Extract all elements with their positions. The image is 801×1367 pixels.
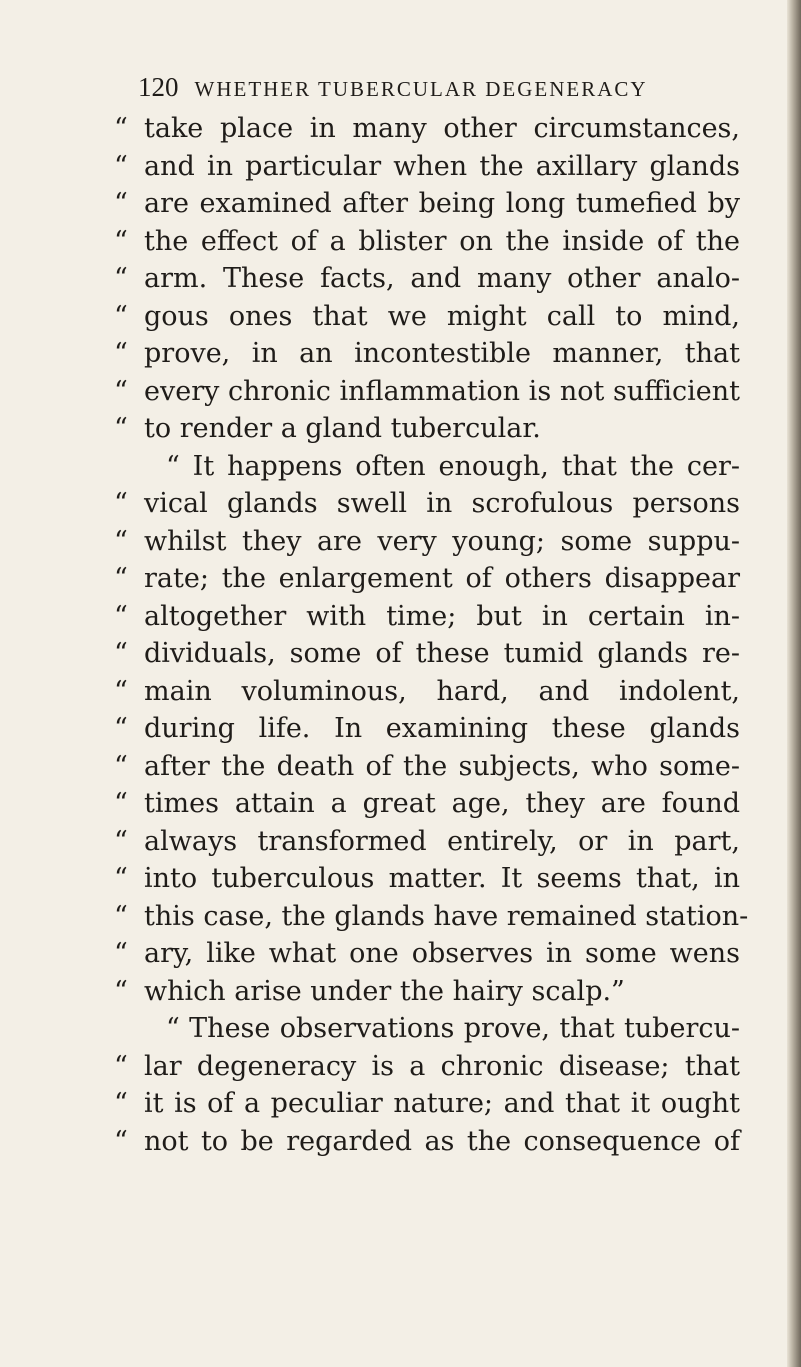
page-edge-shadow [787,0,801,1367]
quote-mark: “ [114,300,128,332]
quote-mark: “ [114,375,128,407]
text-line [114,860,740,898]
text-line [114,298,740,336]
text-line [114,185,740,223]
quote-mark: “ [114,938,128,969]
quote-mark: “ [114,975,128,1007]
line-text: and in particular when the axillary glands [144,150,740,182]
text-line [114,973,740,1011]
text-line [114,110,740,148]
line-text: take place in many other circumstances, [144,113,740,144]
text-line [114,710,740,748]
line-text: lar degeneracy is a chronic disease; that [144,1050,740,1082]
quote-mark: “ [114,900,128,932]
text-line [114,1123,740,1161]
text-line [114,748,740,786]
text-line [114,410,740,448]
line-text: arm. These facts, and many other analo- [144,263,740,294]
text-line [114,448,740,486]
quote-mark: “ [114,1125,128,1157]
text-line [114,1048,740,1086]
quote-mark [114,448,144,486]
line-text: gous ones that we might call to mind, [144,300,740,332]
line-text: the effect of a blister on the inside of the [144,225,740,257]
line-text: ary, like what one observes in some wens [144,938,740,969]
quote-mark: “ [114,150,128,182]
line-text: which arise under the hairy scalp.” [144,975,625,1007]
quote-mark: “ [114,488,128,519]
text-line [114,148,740,186]
quote-mark: “ [114,788,128,819]
line-text: not to be regarded as the consequence of [144,1125,740,1157]
line-text: are examined after being long tumefied by [144,188,740,219]
text-line [114,635,740,673]
line-text: this case, the glands have remained station- [144,900,749,932]
quote-mark: “ [114,525,128,557]
quote-mark: “ [114,863,128,894]
text-line [114,485,740,523]
text-line [114,673,740,711]
line-text: main voluminous, hard, and indolent, [144,675,740,707]
quote-mark: “ [114,1050,128,1082]
text-line [114,898,749,936]
quote-mark: “ [114,113,128,144]
quote-mark: “ [114,825,128,857]
quote-mark: “ [114,638,128,669]
quote-mark: “ [114,413,128,444]
text-line [114,1010,740,1048]
quote-mark: “ [114,675,128,707]
line-text: during life. In examining these glands [144,713,740,744]
text-line [114,373,740,411]
running-header [138,72,738,106]
quote-mark: “ [114,338,128,369]
quote-mark: “ [114,600,128,632]
running-title: WHETHER TUBERCULAR DEGENERACY [194,77,648,101]
text-line [114,785,740,823]
line-text: rate; the enlargement of others disappear [144,563,740,594]
line-text: after the death of the subjects, who some- [144,750,740,782]
line-text: whilst they are very young; some suppu- [144,525,740,557]
quote-mark: “ [114,563,128,594]
line-text: times attain a great age, they are found [144,788,740,819]
line-text: into tuberculous matter. It seems that, in [144,863,740,894]
page-number: 120 [138,72,179,102]
line-text: “ These observations prove, that tubercu- [166,1013,740,1044]
quote-mark: “ [114,225,128,257]
text-line [114,523,740,561]
line-text: altogether with time; but in certain in- [144,600,740,632]
line-text: prove, in an incontestible manner, that [144,338,740,369]
body-text [114,110,749,1160]
text-line [114,1085,740,1123]
text-line [114,223,740,261]
line-text: dividuals, some of these tumid glands re- [144,638,740,669]
quote-mark [114,1010,144,1048]
text-line [114,560,740,598]
quote-mark: “ [114,263,128,294]
text-line [114,935,740,973]
text-line [114,598,740,636]
text-line [114,823,740,861]
line-text: it is of a peculiar nature; and that it ought [144,1088,740,1119]
text-line [114,335,740,373]
line-text: vical glands swell in scrofulous persons [144,488,740,519]
quote-mark: “ [114,1088,128,1119]
line-text: every chronic inflammation is not sufficient [144,375,740,407]
quote-mark: “ [114,713,128,744]
line-text: “ It happens often enough, that the cer- [166,450,740,482]
quote-mark: “ [114,750,128,782]
line-text: always transformed entirely, or in part, [144,825,740,857]
quote-mark: “ [114,188,128,219]
text-line [114,260,740,298]
line-text: to render a gland tubercular. [144,413,541,444]
